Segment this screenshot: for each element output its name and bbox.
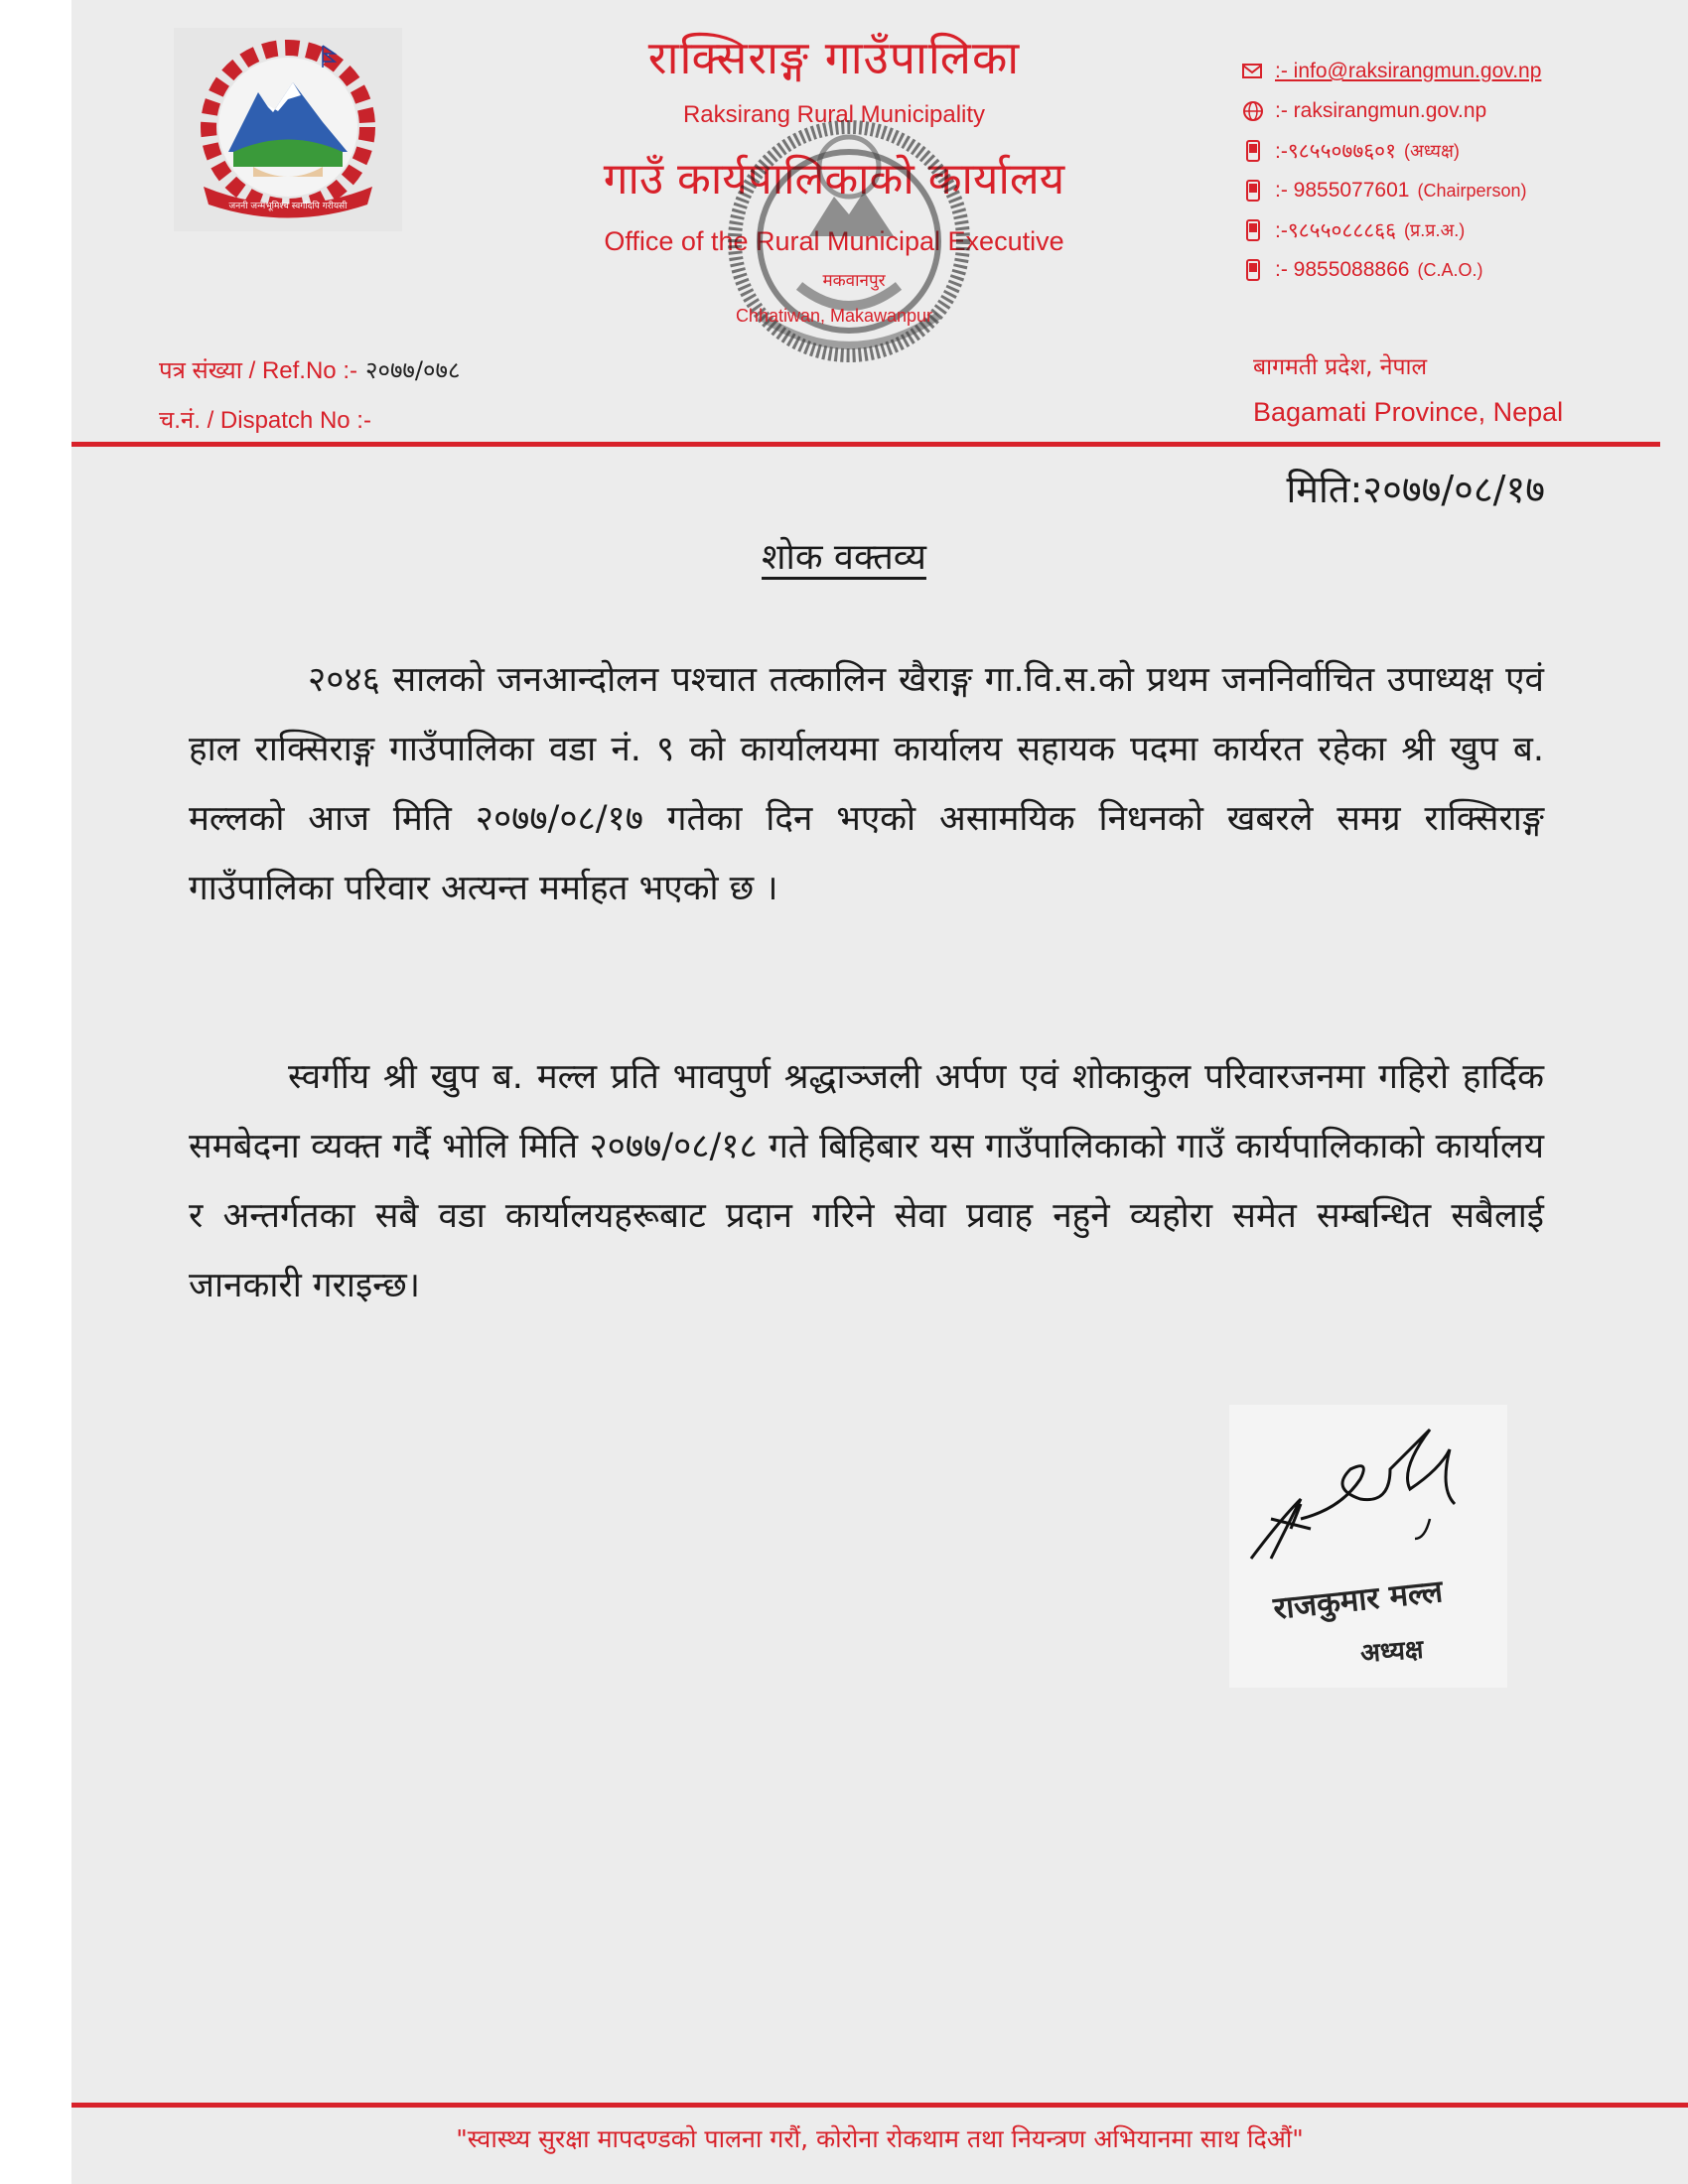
contact-role: (Chairperson)	[1417, 180, 1527, 201]
ref-label: पत्र संख्या / Ref.No :-	[159, 357, 357, 384]
contact-phone-text: :-९८५५०७७६०१	[1275, 140, 1397, 163]
contact-phone-text: :-९८५५०८८८६६	[1275, 219, 1397, 242]
contact-role: (C.A.O.)	[1417, 259, 1483, 280]
ref-number-line	[159, 353, 460, 386]
contact-website-text[interactable]: :- raksirangmun.gov.np	[1275, 99, 1487, 122]
office-name-en: Office of the Rural Municipal Executive	[604, 226, 1064, 256]
signatory-title: अध्यक्ष	[1359, 1634, 1425, 1670]
footer-divider	[71, 2103, 1688, 2108]
contact-phone-chair-en	[1241, 171, 1658, 210]
stamp-text-np: मकवानपुर	[822, 271, 886, 291]
contact-block	[1241, 52, 1658, 290]
letter-paragraph-1: २०४६ सालको जनआन्दोलन पश्चात तत्कालिन खैराङ्ग गा.वि.स.को प्रथम जननिर्वाचित उपाध्यक्ष एवं हाल राक्सिराङ्ग गाउँपालिका वडा नं. ९ को कार्यालयमा कार्यालय सहायक पदमा कार्यरत रहेका श्री खुप ब. मल्लको आज मिति २०७७/०८/१७ गतेका दिन भएको असामयिक निधनको खबरले समग्र राक्सिराङ्ग गाउँपालिका परिवार अत्यन्त मर्माहत भएको छ ।	[189, 660, 1544, 908]
municipality-name-np: राक्सिराङ्ग गाउँपालिका	[647, 31, 1021, 84]
nepal-emblem-logo	[174, 28, 402, 231]
contact-phone-chair-np	[1241, 131, 1658, 171]
contact-phone-text: :- 9855088866	[1275, 258, 1410, 281]
footer-slogan: "स्वास्थ्य सुरक्षा मापदण्डको पालना गरौं, कोरोना रोकथाम तथा नियन्त्रण अभियानमा साथ दिऔं"	[456, 2124, 1304, 2153]
official-seal-stamp	[690, 117, 1008, 380]
ref-value: २०७७/०७८	[364, 356, 461, 384]
dispatch-label: च.नं. / Dispatch No :-	[159, 407, 371, 434]
header-divider	[71, 442, 1660, 447]
province-np: बागमती प्रदेश, नेपाल	[1253, 354, 1428, 380]
letter-subject	[596, 531, 1092, 580]
contact-email[interactable]	[1241, 52, 1658, 91]
globe-icon	[1241, 99, 1265, 123]
office-name-np: गाउँ कार्यपालिकाको कार्यालय	[603, 154, 1065, 205]
contact-phone-cao-np	[1241, 210, 1658, 250]
email-icon	[1241, 60, 1265, 83]
contact-role: (प्र.प्र.अ.)	[1404, 220, 1466, 240]
mobile-icon	[1241, 258, 1265, 282]
mobile-icon	[1241, 179, 1265, 203]
contact-website[interactable]	[1241, 91, 1658, 131]
province-en: Bagamati Province, Nepal	[1253, 397, 1564, 427]
svg-text:जननी जन्मभूमिश्च स्वर्गादपि गर: जननी जन्मभूमिश्च स्वर्गादपि गरीयसी	[228, 202, 348, 211]
contact-role: (अध्यक्ष)	[1404, 141, 1460, 161]
signatory-name: राजकुमार मल्ल	[1271, 1573, 1445, 1627]
contact-phone-cao-en	[1241, 250, 1658, 290]
contact-email-text[interactable]: :- info@raksirangmun.gov.np	[1275, 60, 1542, 82]
subject-text: शोक वक्तव्य	[762, 537, 926, 578]
municipality-name-en: Raksirang Rural Municipality	[682, 101, 986, 128]
stamp-text-en: Chhatiwan, Makawanpur	[735, 306, 933, 326]
mobile-icon	[1241, 139, 1265, 163]
letter-date: मिति:२०७७/०८/१७	[1286, 468, 1545, 511]
mobile-icon	[1241, 218, 1265, 242]
handwritten-signature	[1241, 1410, 1479, 1578]
contact-phone-text: :- 9855077601	[1275, 179, 1410, 202]
letter-paragraph-2: स्वर्गीय श्री खुप ब. मल्ल प्रति भावपुर्ण श्रद्धाञ्जली अर्पण एवं शोकाकुल परिवारजनमा गहिरो हार्दिक समबेदना व्यक्त गर्दै भोलि मिति २०७७/०८/१८ गते बिहिबार यस गाउँपालिकाको गाउँ कार्यपालिकाको कार्यालय र अन्तर्गतका सबै वडा कार्यालयहरूबाट प्रदान गरिने सेवा प्रवाह नहुने व्यहोरा समेत सम्बन्धित सबैलाई जानकारी गराइन्छ।	[189, 1057, 1544, 1305]
dispatch-number-line	[159, 403, 371, 436]
